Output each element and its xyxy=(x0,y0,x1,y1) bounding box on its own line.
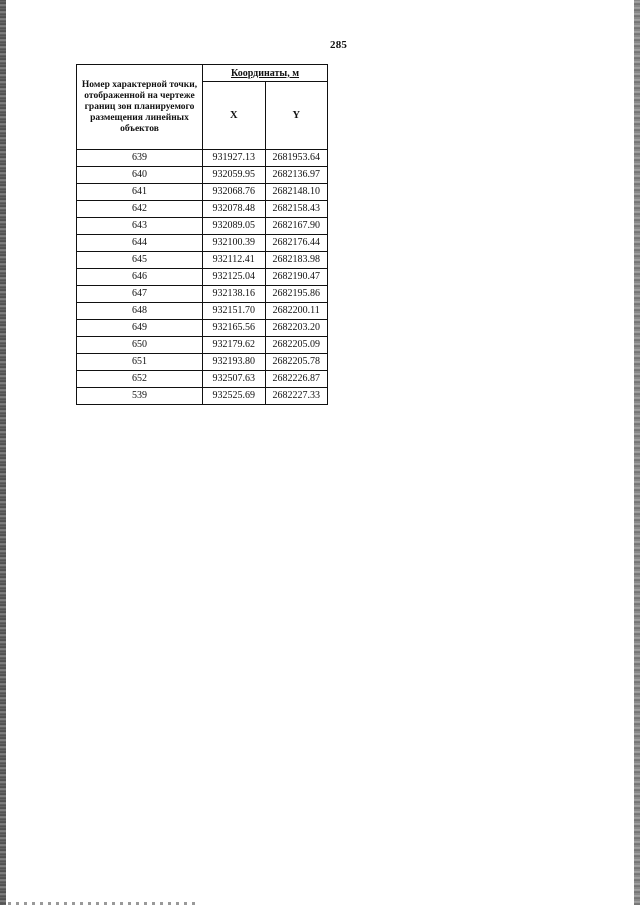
cell-y: 2682203.20 xyxy=(265,320,328,337)
table-body xyxy=(77,150,328,405)
cell-x: 932125.04 xyxy=(203,269,266,286)
cell-y: 2682176.44 xyxy=(265,235,328,252)
cell-point: 651 xyxy=(77,354,203,371)
coordinates-table xyxy=(76,64,328,405)
table-row xyxy=(77,269,328,286)
cell-point: 650 xyxy=(77,337,203,354)
cell-y: 2682183.98 xyxy=(265,252,328,269)
table-row xyxy=(77,286,328,303)
table-row xyxy=(77,303,328,320)
cell-point: 652 xyxy=(77,371,203,388)
table-row xyxy=(77,252,328,269)
header-x: X xyxy=(203,82,266,150)
scan-edge-right xyxy=(634,0,640,905)
cell-y: 2682195.86 xyxy=(265,286,328,303)
cell-x: 932089.05 xyxy=(203,218,266,235)
table-row xyxy=(77,184,328,201)
cell-point: 640 xyxy=(77,167,203,184)
cell-y: 2682190.47 xyxy=(265,269,328,286)
cell-point: 648 xyxy=(77,303,203,320)
cell-y: 2682205.78 xyxy=(265,354,328,371)
table-row xyxy=(77,201,328,218)
cell-y: 2682136.97 xyxy=(265,167,328,184)
cell-x: 932507.63 xyxy=(203,371,266,388)
cell-x: 932193.80 xyxy=(203,354,266,371)
cell-point: 639 xyxy=(77,150,203,167)
scan-edge-left xyxy=(0,0,6,905)
cell-point: 644 xyxy=(77,235,203,252)
cell-x: 931927.13 xyxy=(203,150,266,167)
cell-y: 2681953.64 xyxy=(265,150,328,167)
table-row xyxy=(77,371,328,388)
cell-point: 647 xyxy=(77,286,203,303)
cell-point: 646 xyxy=(77,269,203,286)
cell-y: 2682158.43 xyxy=(265,201,328,218)
table-row xyxy=(77,218,328,235)
cell-x: 932165.56 xyxy=(203,320,266,337)
cell-x: 932525.69 xyxy=(203,388,266,405)
cell-point: 539 xyxy=(77,388,203,405)
cell-x: 932112.41 xyxy=(203,252,266,269)
cell-point: 645 xyxy=(77,252,203,269)
page-number: 285 xyxy=(330,39,348,51)
table-row xyxy=(77,388,328,405)
cell-point: 641 xyxy=(77,184,203,201)
cell-x: 932138.16 xyxy=(203,286,266,303)
cell-point: 643 xyxy=(77,218,203,235)
cell-y: 2682167.90 xyxy=(265,218,328,235)
cell-y: 2682227.33 xyxy=(265,388,328,405)
cell-x: 932179.62 xyxy=(203,337,266,354)
cell-x: 932078.48 xyxy=(203,201,266,218)
cell-y: 2682200.11 xyxy=(265,303,328,320)
cell-x: 932100.39 xyxy=(203,235,266,252)
header-coordinates-label: Координаты, м xyxy=(230,67,300,79)
table-row xyxy=(77,235,328,252)
cell-y: 2682205.09 xyxy=(265,337,328,354)
table-row xyxy=(77,150,328,167)
cell-x: 932059.95 xyxy=(203,167,266,184)
cell-point: 642 xyxy=(77,201,203,218)
cell-y: 2682226.87 xyxy=(265,371,328,388)
table-row xyxy=(77,167,328,184)
cell-x: 932068.76 xyxy=(203,184,266,201)
header-y: Y xyxy=(265,82,328,150)
table-row xyxy=(77,320,328,337)
cell-x: 932151.70 xyxy=(203,303,266,320)
header-coordinates xyxy=(203,65,328,82)
header-point-number: Номер характерной точки, отображенной на чертеже границ зон планируемого размещения линейных объектов xyxy=(77,65,203,150)
cell-y: 2682148.10 xyxy=(265,184,328,201)
table-row xyxy=(77,337,328,354)
cell-point: 649 xyxy=(77,320,203,337)
table-row xyxy=(77,354,328,371)
